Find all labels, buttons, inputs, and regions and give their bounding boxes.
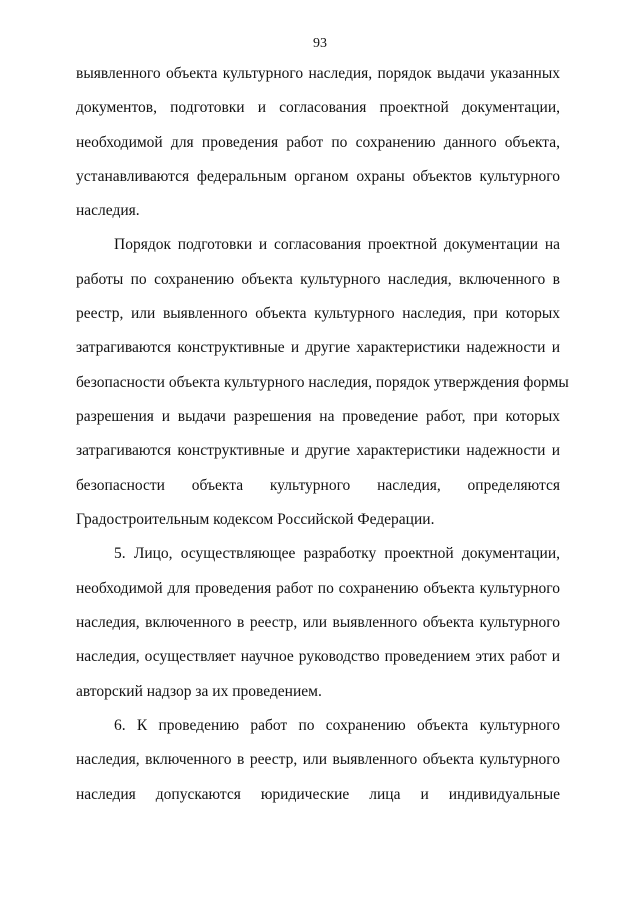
text-line: наследия. <box>76 202 140 219</box>
text-line: разрешения и выдачи разрешения на проведение работ, при которых <box>76 408 560 425</box>
text-line: документов, подготовки и согласования проектной документации, <box>76 99 560 116</box>
text-line: наследия, включенного в реестр, или выявленного объекта культурного <box>76 751 560 768</box>
text-line: выявленного объекта культурного наследия, порядок выдачи указанных <box>76 65 560 82</box>
text-line: 6. К проведению работ по сохранению объекта культурного <box>114 717 560 734</box>
page-number: 93 <box>313 36 327 51</box>
text-line: необходимой для проведения работ по сохранению данного объекта, <box>76 134 560 151</box>
text-line: наследия, осуществляет научное руководство проведением этих работ и <box>76 648 560 665</box>
text-line: необходимой для проведения работ по сохранению объекта культурного <box>76 580 560 597</box>
text-line: Градостроительным кодексом Российской Федерации. <box>76 511 435 528</box>
text-line: безопасности объекта культурного наследия, порядок утверждения формы <box>76 374 569 391</box>
text-line: безопасности объекта культурного наследия, определяются <box>76 477 560 494</box>
text-line: реестр, или выявленного объекта культурного наследия, при которых <box>76 305 560 322</box>
text-line: Порядок подготовки и согласования проектной документации на <box>114 236 560 253</box>
text-line: затрагиваются конструктивные и другие характеристики надежности и <box>76 339 560 356</box>
text-line: наследия допускаются юридические лица и индивидуальные <box>76 786 560 803</box>
text-line: устанавливаются федеральным органом охраны объектов культурного <box>76 168 560 185</box>
text-line: затрагиваются конструктивные и другие характеристики надежности и <box>76 442 560 459</box>
text-line: 5. Лицо, осуществляющее разработку проектной документации, <box>114 545 560 562</box>
text-line: работы по сохранению объекта культурного наследия, включенного в <box>76 271 560 288</box>
text-line: авторский надзор за их проведением. <box>76 683 322 700</box>
text-line: наследия, включенного в реестр, или выявленного объекта культурного <box>76 614 560 631</box>
